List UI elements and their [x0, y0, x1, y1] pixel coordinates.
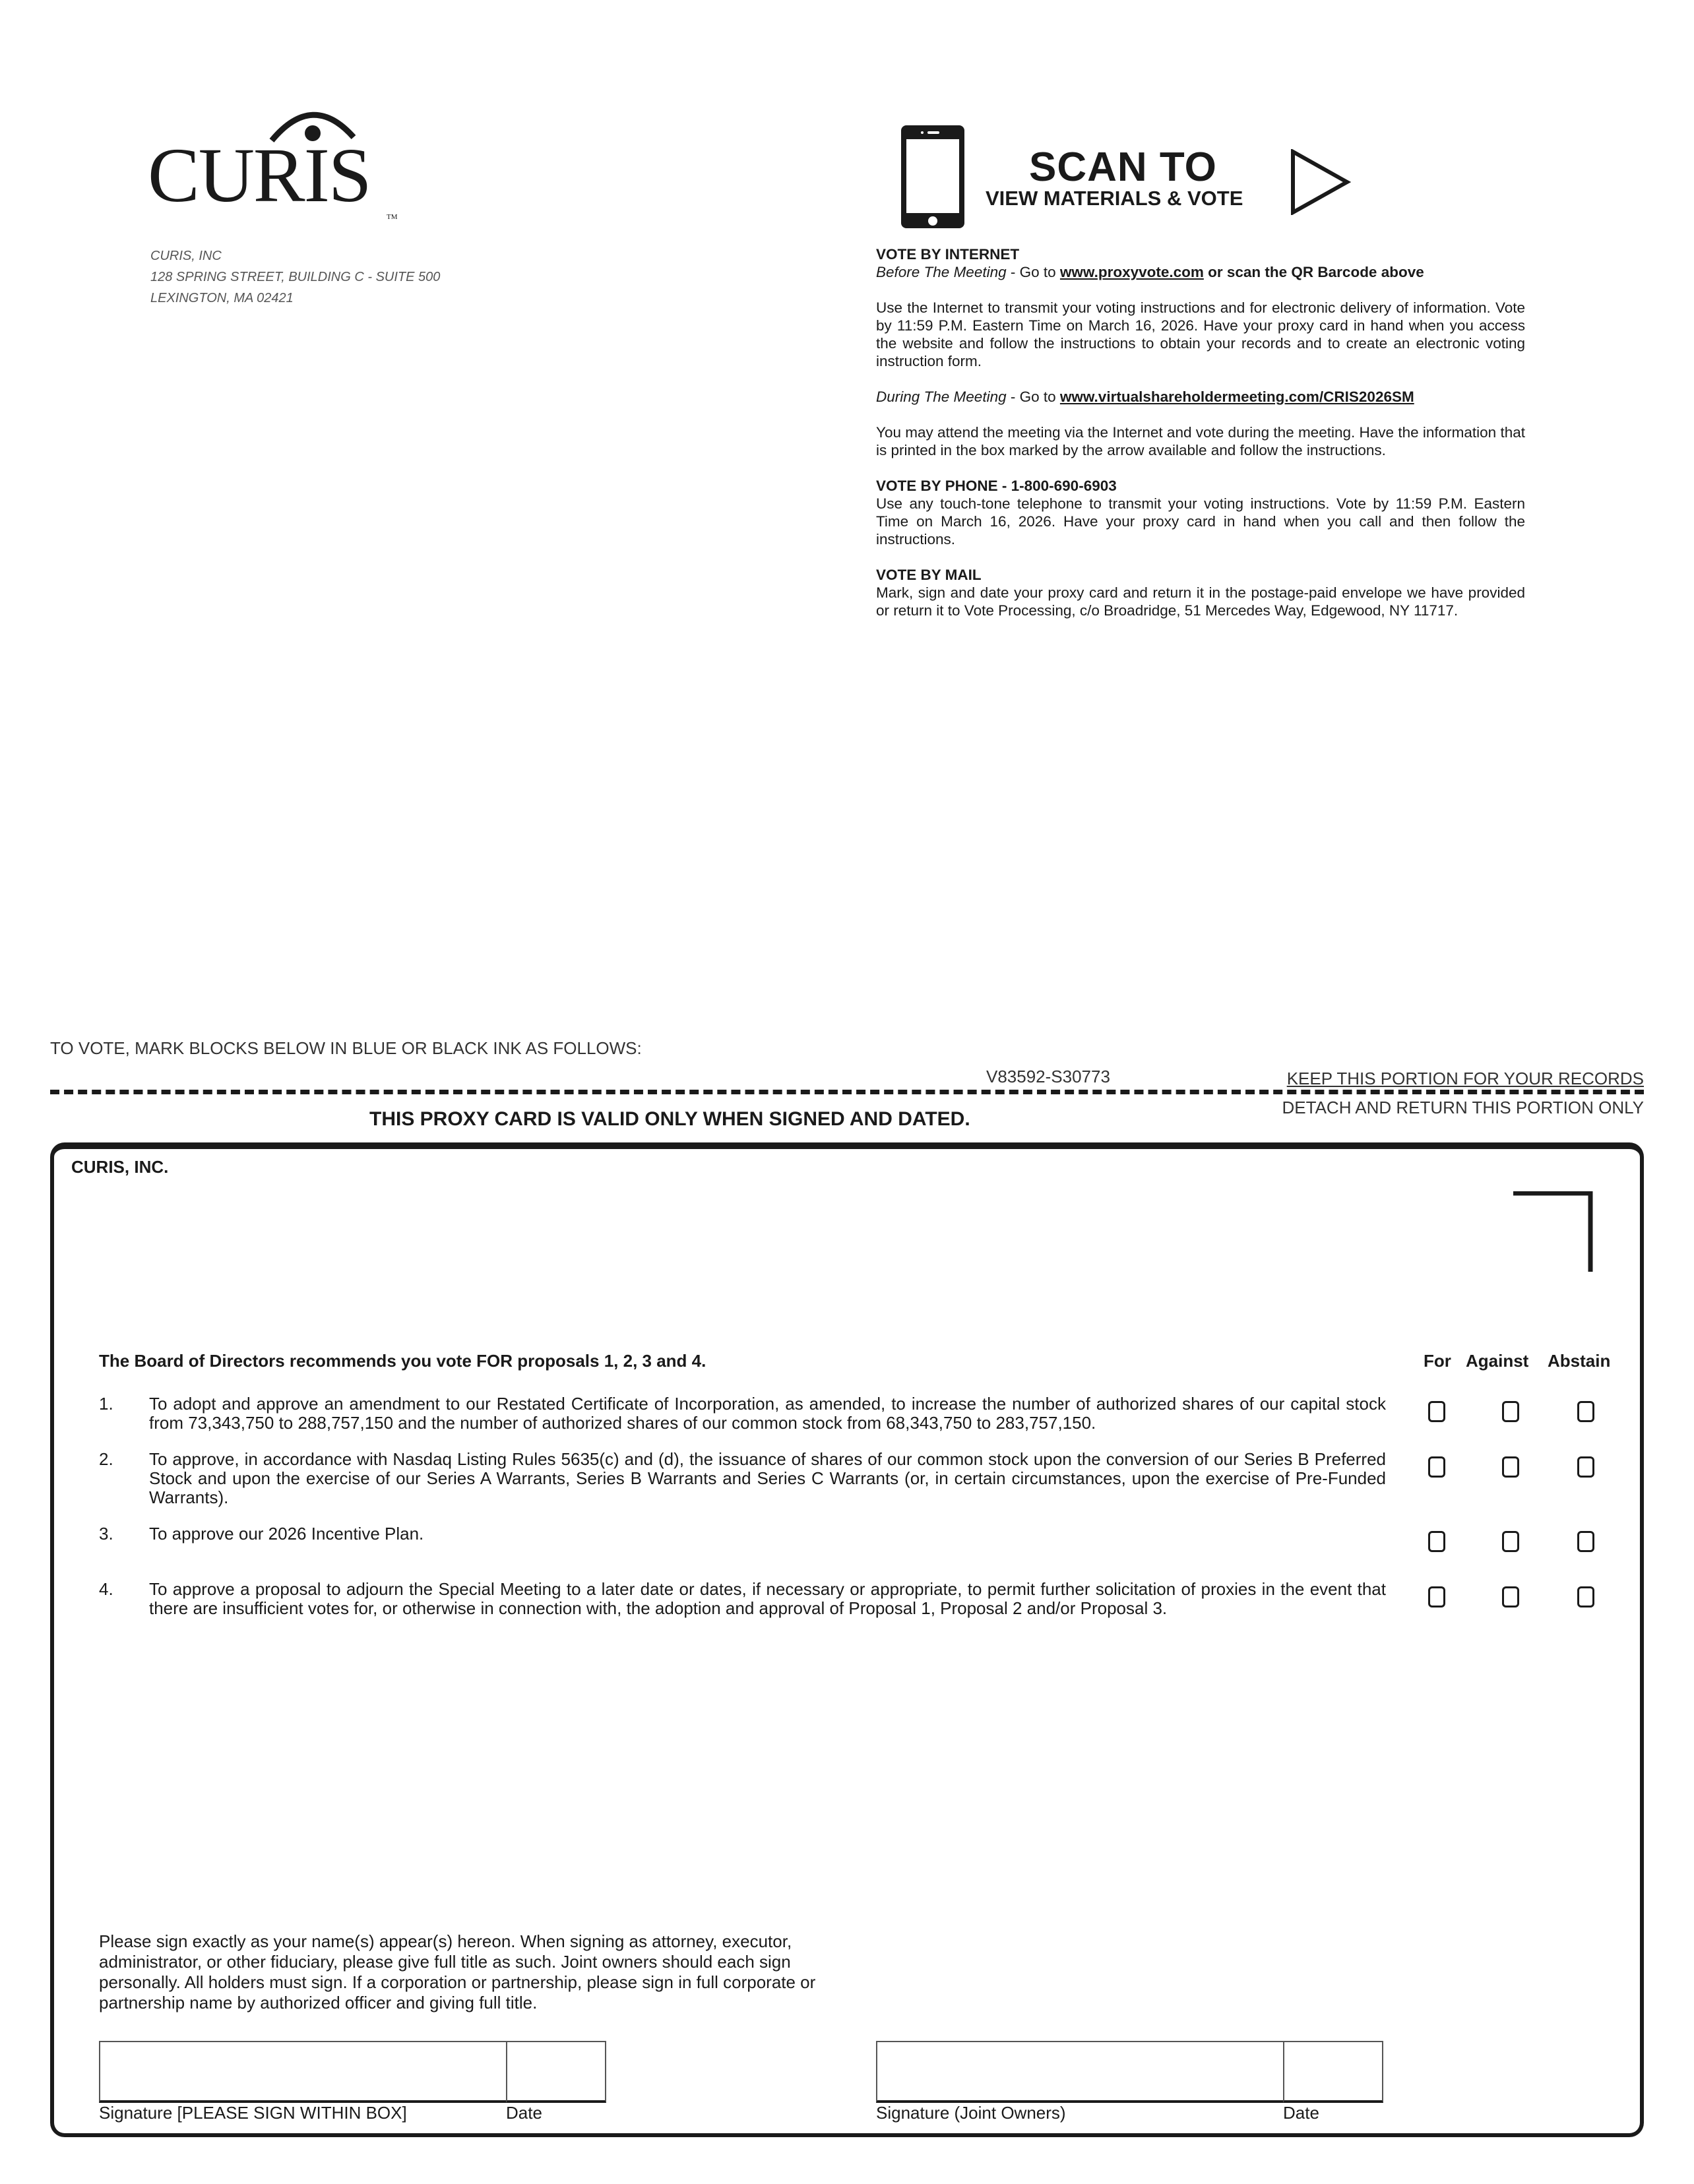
- proposal-text: To approve a proposal to adjourn the Special Meeting to a later date or dates, if necessary or appropriate, to permit further solicitation of proxies in the event that there are insufficient votes for, or otherwise in connection with, the adoption and approval of Proposal 1, Proposal 2 and/or Proposal 3.: [149, 1579, 1386, 1618]
- proposal-number: 3.: [99, 1524, 113, 1544]
- joint-signature-label: Signature (Joint Owners): [876, 2103, 1066, 2123]
- ink-instructions: TO VOTE, MARK BLOCKS BELOW IN BLUE OR BLACK INK AS FOLLOWS:: [50, 1038, 642, 1058]
- board-recommendation: The Board of Directors recommends you vote FOR proposals 1, 2, 3 and 4.: [99, 1351, 706, 1371]
- proposal-number: 4.: [99, 1579, 113, 1599]
- phone-body: Use any touch-tone telephone to transmit your voting instructions. Vote by 11:59 P.M. Eastern Time on March 16, 2026. Have your proxy card in hand when you call and then follow the instructions.: [876, 495, 1525, 547]
- address-line2: LEXINGTON, MA 02421: [150, 291, 294, 305]
- during-label: During The Meeting: [876, 389, 1007, 405]
- signing-instructions: Please sign exactly as your name(s) appear(s) hereon. When signing as attorney, executor, administrator, or other fiduciary, please give full title as such. Joint owners should each sign personally. All holders must sign. If a corporation or partnership, please sign in full corporate or partnership name by authorized officer and giving full title.: [99, 1931, 816, 2012]
- vote-abstain-checkbox[interactable]: [1577, 1586, 1594, 1607]
- vote-abstain-checkbox[interactable]: [1577, 1531, 1594, 1552]
- control-code: V83592-S30773: [986, 1067, 1110, 1086]
- before-label: Before The Meeting: [876, 264, 1007, 280]
- internet-heading: VOTE BY INTERNET: [876, 246, 1020, 263]
- before-goto: - Go to: [1006, 264, 1060, 280]
- joint-date-box[interactable]: [1283, 2041, 1383, 2103]
- logo-trademark: TM: [387, 213, 398, 221]
- card-company-name: CURIS, INC.: [71, 1157, 169, 1177]
- vote-abstain-checkbox[interactable]: [1577, 1401, 1594, 1422]
- vote-for-checkbox[interactable]: [1428, 1586, 1445, 1607]
- proposal-row: [99, 1394, 1616, 1433]
- vote-abstain-checkbox[interactable]: [1577, 1456, 1594, 1478]
- proposal-row: [99, 1450, 1616, 1507]
- mail-body: Mark, sign and date your proxy card and return it in the postage-paid envelope we have provided or return it to Vote Processing, c/o Broadridge, 51 Mercedes Way, Edgewood, NY 11717.: [876, 584, 1525, 619]
- vote-against-checkbox[interactable]: [1502, 1401, 1519, 1422]
- internet-body: Use the Internet to transmit your voting instructions and for electronic delivery of information. Vote by 11:59 P.M. Eastern Time on March 16, 2026. Have your proxy card in hand when you access the website and follow the instructions to obtain your records and to create an electronic voting instruction form.: [876, 299, 1525, 369]
- date-box[interactable]: [506, 2041, 606, 2103]
- date-label: Date: [506, 2103, 542, 2123]
- proposal-row: [99, 1580, 1616, 1618]
- proposal-number: 1.: [99, 1394, 113, 1414]
- mail-heading: VOTE BY MAIL: [876, 567, 982, 583]
- scan-title: SCAN TO: [1029, 144, 1217, 190]
- vote-against-checkbox[interactable]: [1502, 1586, 1519, 1607]
- signature-label: Signature [PLEASE SIGN WITHIN BOX]: [99, 2103, 407, 2123]
- vote-against-checkbox[interactable]: [1502, 1531, 1519, 1552]
- scan-subtitle: VIEW MATERIALS & VOTE: [986, 187, 1243, 210]
- corner-mark-icon: [1513, 1191, 1595, 1273]
- detach-dashed-line: [50, 1090, 1644, 1094]
- during-goto: - Go to: [1006, 389, 1060, 405]
- company-logo: [148, 104, 412, 230]
- virtual-meeting-link[interactable]: www.virtualshareholdermeeting.com/CRIS2026SM: [1059, 389, 1414, 405]
- keep-portion-label: KEEP THIS PORTION FOR YOUR RECORDS: [1286, 1069, 1644, 1088]
- proposal-list: [99, 1394, 1616, 1635]
- proxyvote-link[interactable]: www.proxyvote.com: [1059, 264, 1204, 280]
- proposal-text: To adopt and approve an amendment to our Restated Certificate of Incorporation, as amended, to increase the number of authorized shares of our capital stock from 73,343,750 to 288,757,150 and the number of authorized shares of our common stock from 68,343,750 to 283,757,150.: [149, 1394, 1386, 1433]
- column-for: For: [1424, 1351, 1451, 1371]
- joint-date-label: Date: [1283, 2103, 1319, 2123]
- vote-against-checkbox[interactable]: [1502, 1456, 1519, 1478]
- proposal-text: To approve, in accordance with Nasdaq Listing Rules 5635(c) and (d), the issuance of shares of our common stock upon the conversion of our Series B Preferred Stock and upon the exercise of our Series A Warrants, Series B Warrants and Series C Warrants (or, in certain circumstances, upon the exercise of Pre-Funded Warrants).: [149, 1449, 1386, 1507]
- arrow-right-icon: [1290, 149, 1351, 215]
- before-tail: or scan the QR Barcode above: [1203, 264, 1424, 280]
- vote-for-checkbox[interactable]: [1428, 1531, 1445, 1552]
- logo-wordmark: CURIS: [148, 132, 371, 218]
- proposal-text: To approve our 2026 Incentive Plan.: [149, 1524, 424, 1544]
- proposal-row: [99, 1524, 1616, 1563]
- internet-before-line: [876, 263, 1525, 281]
- voting-instructions: [876, 245, 1525, 619]
- company-address: [150, 245, 440, 309]
- valid-notice: THIS PROXY CARD IS VALID ONLY WHEN SIGNED AND DATED.: [369, 1108, 970, 1130]
- address-company-name: CURIS, INC: [150, 249, 222, 263]
- smartphone-icon: [901, 125, 964, 228]
- signature-box[interactable]: [99, 2041, 507, 2103]
- address-line1: 128 SPRING STREET, BUILDING C - SUITE 500: [150, 270, 441, 284]
- vote-for-checkbox[interactable]: [1428, 1401, 1445, 1422]
- joint-signature-box[interactable]: [876, 2041, 1284, 2103]
- column-abstain: Abstain: [1548, 1351, 1611, 1371]
- internet-during-body: You may attend the meeting via the Internet and vote during the meeting. Have the information that is printed in the box marked by the arrow available and follow the instructions.: [876, 424, 1525, 458]
- internet-during-line: [876, 388, 1525, 406]
- detach-return-label: DETACH AND RETURN THIS PORTION ONLY: [1282, 1098, 1644, 1117]
- vote-for-checkbox[interactable]: [1428, 1456, 1445, 1478]
- proposal-number: 2.: [99, 1449, 113, 1469]
- column-against: Against: [1466, 1351, 1529, 1371]
- phone-heading: VOTE BY PHONE - 1-800-690-6903: [876, 478, 1117, 494]
